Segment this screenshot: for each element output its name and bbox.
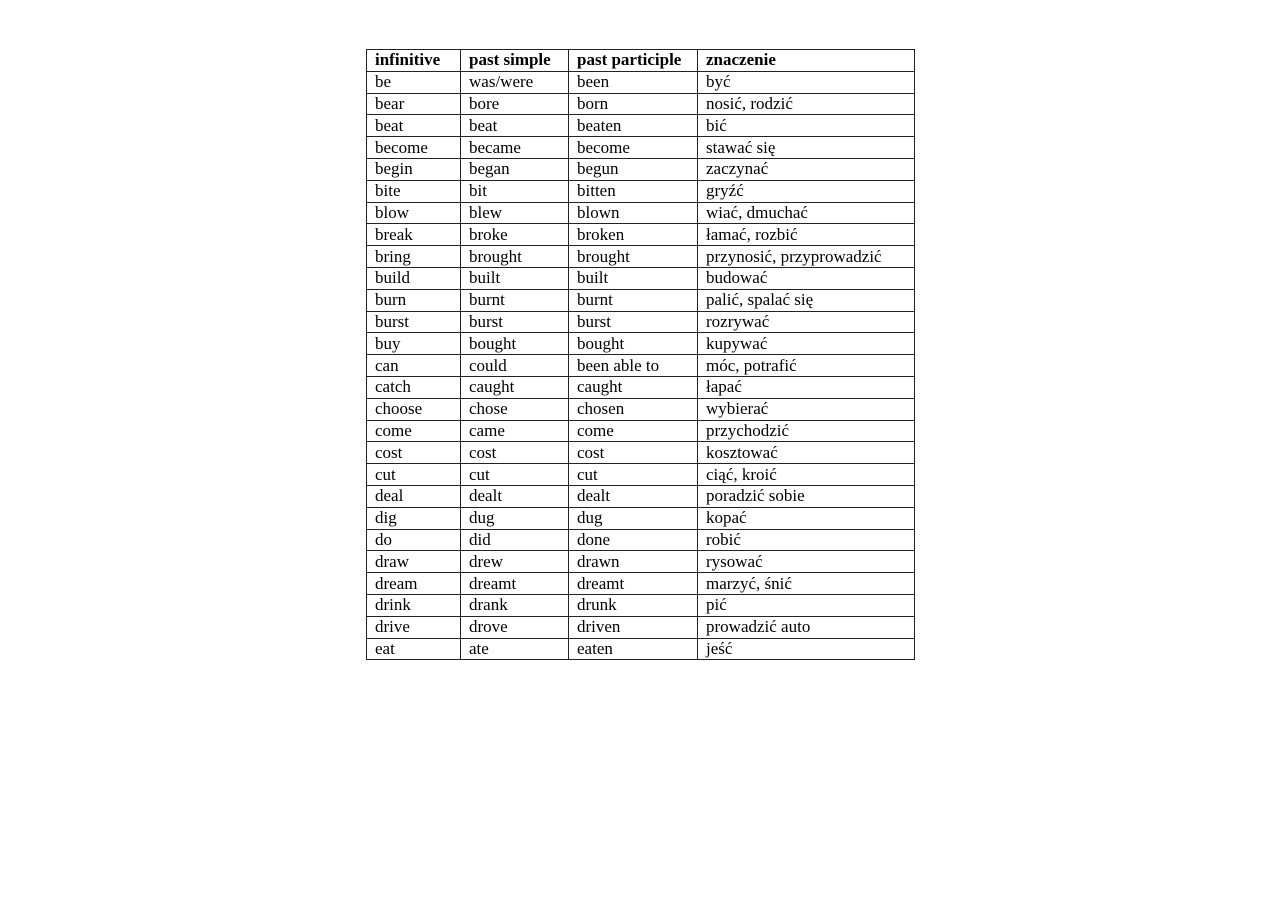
cell-meaning: przychodzić [698,420,915,442]
table-row [367,464,915,486]
cell-past-simple: came [461,420,569,442]
irregular-verbs-table [366,49,915,660]
cell-meaning: pić [698,594,915,616]
cell-past-simple: was/were [461,71,569,93]
cell-infinitive: come [367,420,461,442]
cell-meaning: wiać, dmuchać [698,202,915,224]
cell-meaning: zaczynać [698,158,915,180]
cell-infinitive: burn [367,289,461,311]
table-row [367,616,915,638]
cell-past-participle: chosen [569,398,698,420]
cell-past-participle: burst [569,311,698,333]
cell-past-participle: drunk [569,594,698,616]
cell-past-participle: cost [569,442,698,464]
cell-past-simple: burnt [461,289,569,311]
table-row [367,158,915,180]
cell-past-simple: beat [461,115,569,137]
table-row [367,71,915,93]
cell-meaning: palić, spalać się [698,289,915,311]
cell-infinitive: bear [367,93,461,115]
cell-infinitive: build [367,267,461,289]
table-row [367,485,915,507]
table-row [367,442,915,464]
cell-meaning: stawać się [698,137,915,159]
cell-infinitive: drive [367,616,461,638]
cell-infinitive: dig [367,507,461,529]
table-row [367,246,915,268]
cell-meaning: jeść [698,638,915,660]
cell-past-participle: built [569,267,698,289]
cell-meaning: ciąć, kroić [698,464,915,486]
table-row [367,398,915,420]
table-header [367,50,915,72]
cell-past-participle: burnt [569,289,698,311]
cell-past-participle: caught [569,376,698,398]
cell-past-simple: cut [461,464,569,486]
header-row [367,50,915,72]
table-row [367,573,915,595]
table-row [367,93,915,115]
cell-meaning: kupywać [698,333,915,355]
cell-past-simple: burst [461,311,569,333]
table-row [367,180,915,202]
table-row [367,529,915,551]
cell-past-participle: been [569,71,698,93]
cell-infinitive: draw [367,551,461,573]
cell-past-participle: brought [569,246,698,268]
cell-past-simple: built [461,267,569,289]
cell-infinitive: deal [367,485,461,507]
cell-infinitive: become [367,137,461,159]
cell-past-participle: bought [569,333,698,355]
cell-past-simple: caught [461,376,569,398]
cell-meaning: być [698,71,915,93]
cell-infinitive: blow [367,202,461,224]
cell-infinitive: choose [367,398,461,420]
table-row [367,355,915,377]
header-meaning: znaczenie [698,50,915,72]
cell-infinitive: be [367,71,461,93]
cell-meaning: poradzić sobie [698,485,915,507]
cell-infinitive: buy [367,333,461,355]
cell-meaning: rozrywać [698,311,915,333]
table-row [367,333,915,355]
table-row [367,311,915,333]
cell-infinitive: begin [367,158,461,180]
cell-past-simple: bore [461,93,569,115]
cell-meaning: łamać, rozbić [698,224,915,246]
cell-infinitive: eat [367,638,461,660]
table-row [367,202,915,224]
cell-meaning: bić [698,115,915,137]
cell-past-participle: become [569,137,698,159]
cell-past-participle: dug [569,507,698,529]
cell-infinitive: break [367,224,461,246]
cell-infinitive: dream [367,573,461,595]
cell-past-simple: dealt [461,485,569,507]
header-past-simple: past simple [461,50,569,72]
table-row [367,551,915,573]
cell-past-participle: begun [569,158,698,180]
cell-past-simple: broke [461,224,569,246]
table-row [367,224,915,246]
cell-past-simple: ate [461,638,569,660]
cell-infinitive: catch [367,376,461,398]
table-row [367,376,915,398]
cell-past-simple: blew [461,202,569,224]
cell-infinitive: can [367,355,461,377]
cell-past-simple: became [461,137,569,159]
table-row [367,638,915,660]
table-body [367,71,915,660]
cell-past-simple: bought [461,333,569,355]
table-row [367,289,915,311]
cell-past-simple: drove [461,616,569,638]
cell-meaning: móc, potrafić [698,355,915,377]
cell-meaning: kopać [698,507,915,529]
table-row [367,115,915,137]
cell-infinitive: cost [367,442,461,464]
cell-past-participle: come [569,420,698,442]
cell-past-simple: dreamt [461,573,569,595]
header-infinitive: infinitive [367,50,461,72]
cell-meaning: budować [698,267,915,289]
cell-past-participle: eaten [569,638,698,660]
cell-meaning: nosić, rodzić [698,93,915,115]
cell-past-simple: began [461,158,569,180]
cell-past-simple: drank [461,594,569,616]
table-row [367,267,915,289]
table-row [367,594,915,616]
cell-past-participle: blown [569,202,698,224]
cell-infinitive: beat [367,115,461,137]
cell-past-participle: done [569,529,698,551]
cell-infinitive: burst [367,311,461,333]
table-row [367,137,915,159]
cell-past-participle: drawn [569,551,698,573]
cell-meaning: prowadzić auto [698,616,915,638]
cell-meaning: kosztować [698,442,915,464]
cell-infinitive: drink [367,594,461,616]
cell-past-participle: been able to [569,355,698,377]
cell-past-simple: did [461,529,569,551]
header-past-participle: past participle [569,50,698,72]
cell-past-participle: beaten [569,115,698,137]
cell-past-simple: dug [461,507,569,529]
cell-infinitive: cut [367,464,461,486]
cell-past-simple: bit [461,180,569,202]
cell-infinitive: do [367,529,461,551]
cell-meaning: gryźć [698,180,915,202]
table-row [367,507,915,529]
cell-past-participle: cut [569,464,698,486]
cell-past-participle: dealt [569,485,698,507]
cell-meaning: przynosić, przyprowadzić [698,246,915,268]
cell-meaning: wybierać [698,398,915,420]
cell-meaning: łapać [698,376,915,398]
cell-infinitive: bite [367,180,461,202]
cell-meaning: robić [698,529,915,551]
table-row [367,420,915,442]
cell-past-participle: dreamt [569,573,698,595]
cell-past-simple: could [461,355,569,377]
cell-past-participle: driven [569,616,698,638]
cell-past-participle: broken [569,224,698,246]
cell-meaning: marzyć, śnić [698,573,915,595]
cell-past-participle: born [569,93,698,115]
cell-past-simple: chose [461,398,569,420]
cell-past-simple: brought [461,246,569,268]
cell-past-simple: cost [461,442,569,464]
cell-past-participle: bitten [569,180,698,202]
cell-past-simple: drew [461,551,569,573]
cell-infinitive: bring [367,246,461,268]
cell-meaning: rysować [698,551,915,573]
